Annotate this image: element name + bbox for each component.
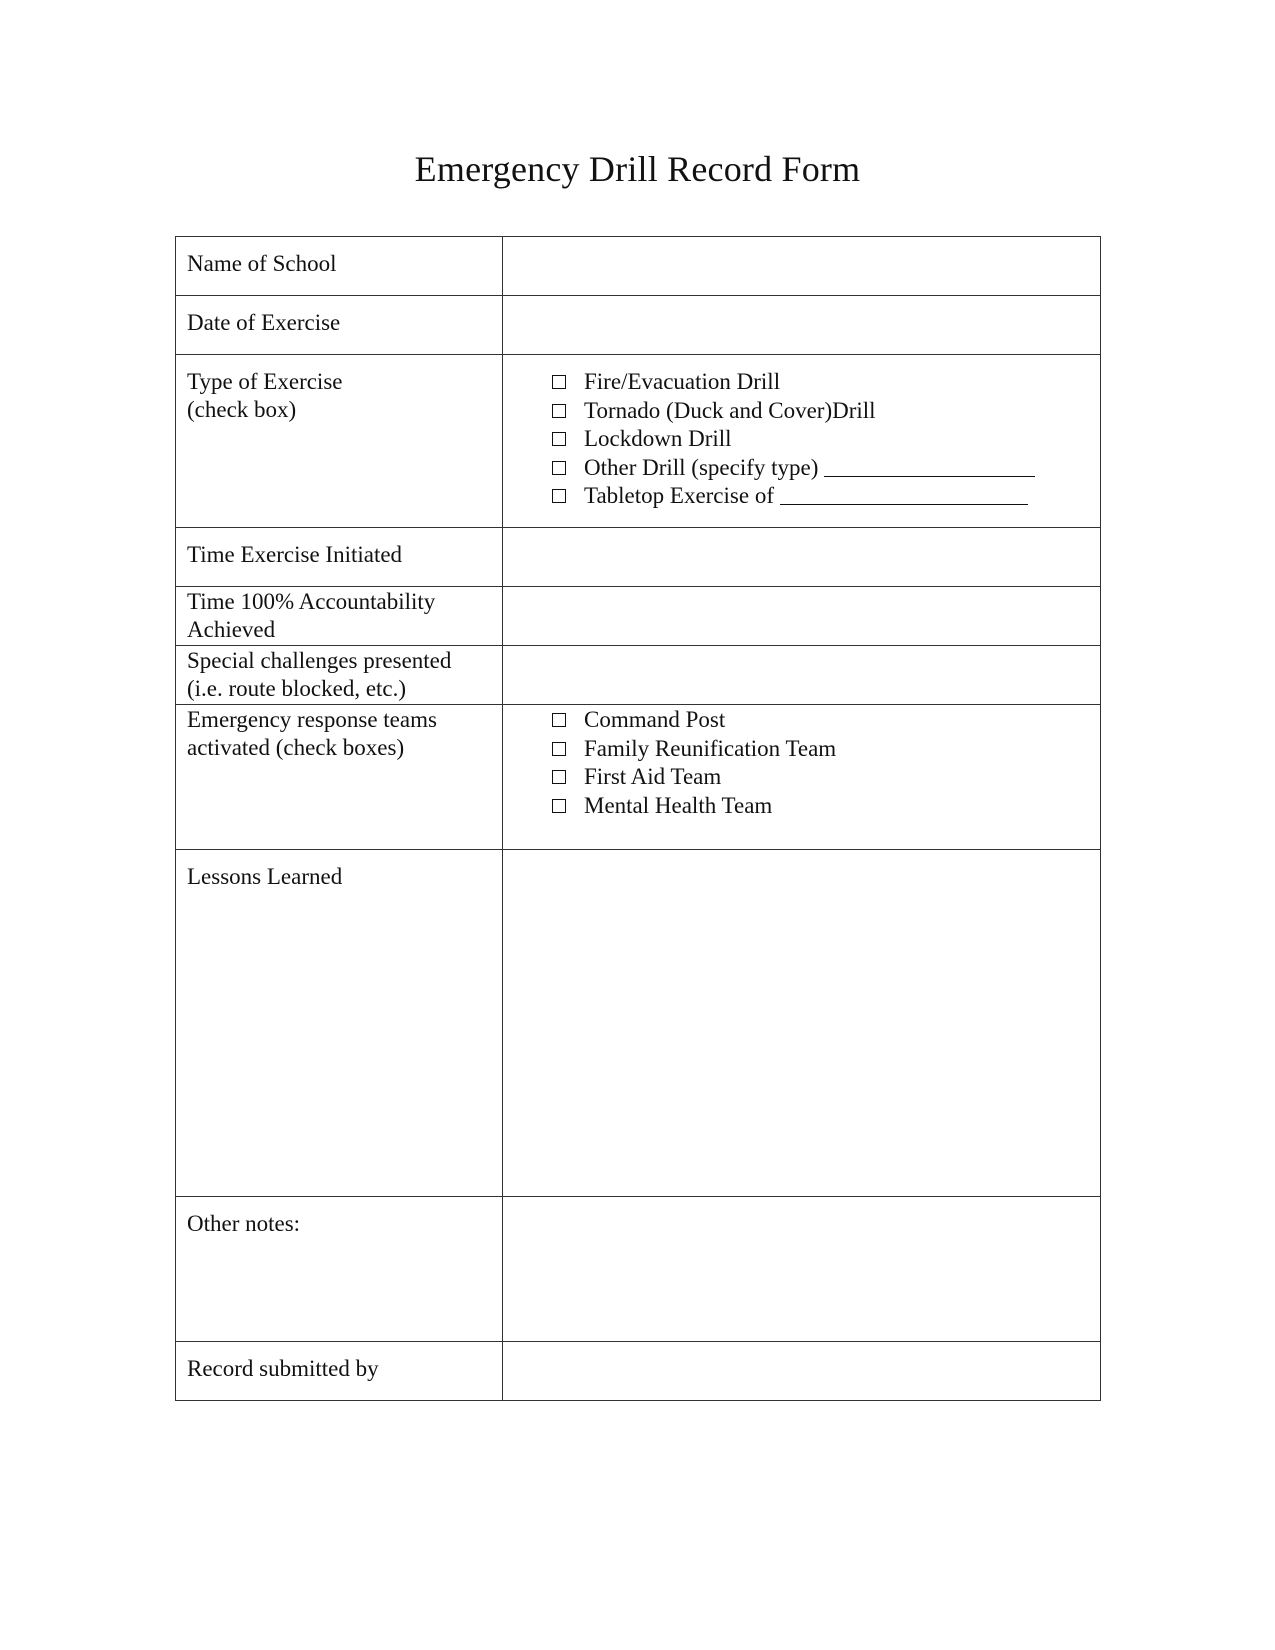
label-cell (176, 705, 503, 850)
row-other-notes (176, 1197, 1101, 1342)
checkbox-option-first-aid[interactable] (552, 763, 1100, 792)
label-cell (176, 850, 503, 1197)
checkbox-icon[interactable] (552, 742, 566, 756)
other-drill-fill-in-line[interactable] (824, 456, 1035, 477)
option-label: Lockdown Drill (584, 426, 732, 452)
type-of-exercise-label-line1: Type of Exercise (187, 369, 343, 394)
row-time-initiated (176, 528, 1101, 587)
label-cell (176, 1342, 503, 1401)
tabletop-fill-in-line[interactable] (780, 484, 1028, 505)
time-initiated-label: Time Exercise Initiated (187, 542, 403, 567)
row-type-of-exercise (176, 355, 1101, 528)
checkbox-icon[interactable] (552, 489, 566, 503)
time-accountability-label (187, 587, 498, 644)
other-notes-label: Other notes: (187, 1211, 301, 1236)
checkbox-option-mental-health[interactable] (552, 792, 1100, 821)
record-submitted-by-label: Record submitted by (187, 1356, 379, 1381)
page-title: Emergency Drill Record Form (414, 149, 861, 189)
checkbox-option-tornado[interactable] (552, 397, 1100, 426)
name-of-school-field[interactable] (503, 237, 1101, 296)
date-of-exercise-field[interactable] (503, 296, 1101, 355)
response-teams-options (503, 705, 1101, 850)
label-cell (176, 646, 503, 705)
other-notes-field[interactable] (503, 1197, 1101, 1342)
label-cell (176, 587, 503, 646)
type-of-exercise-options (503, 355, 1101, 528)
checkbox-option-lockdown[interactable] (552, 425, 1100, 454)
checkbox-option-tabletop[interactable] (552, 482, 1100, 511)
label-cell (176, 296, 503, 355)
row-time-accountability (176, 587, 1101, 646)
special-challenges-field[interactable] (503, 646, 1101, 705)
row-date-of-exercise (176, 296, 1101, 355)
option-label: Fire/Evacuation Drill (584, 369, 781, 395)
response-teams-label (187, 705, 498, 762)
checkbox-icon[interactable] (552, 375, 566, 389)
row-name-of-school (176, 237, 1101, 296)
option-label: Family Reunification Team (584, 735, 837, 761)
label-cell (176, 237, 503, 296)
checkbox-icon[interactable] (552, 461, 566, 475)
row-lessons-learned (176, 850, 1101, 1197)
name-of-school-label: Name of School (187, 251, 337, 276)
option-label: Mental Health Team (584, 792, 773, 818)
date-of-exercise-label: Date of Exercise (187, 310, 341, 335)
special-challenges-label-line2: (i.e. route blocked, etc.) (187, 676, 407, 701)
checkbox-icon[interactable] (552, 770, 566, 784)
type-of-exercise-label (187, 355, 498, 424)
time-accountability-field[interactable] (503, 587, 1101, 646)
checkbox-option-other-drill[interactable] (552, 454, 1100, 483)
lessons-learned-field[interactable] (503, 850, 1101, 1197)
lessons-learned-label: Lessons Learned (187, 864, 343, 889)
response-teams-checklist (503, 705, 1100, 820)
time-initiated-field[interactable] (503, 528, 1101, 587)
option-label: First Aid Team (584, 764, 722, 790)
drill-record-table (175, 236, 1101, 1401)
option-label: Tabletop Exercise of (584, 483, 774, 509)
label-cell (176, 1197, 503, 1342)
option-label: Command Post (584, 707, 726, 733)
option-label: Other Drill (specify type) (584, 454, 819, 480)
checkbox-icon[interactable] (552, 432, 566, 446)
row-record-submitted-by (176, 1342, 1101, 1401)
checkbox-option-command-post[interactable] (552, 706, 1100, 735)
row-special-challenges (176, 646, 1101, 705)
label-cell (176, 528, 503, 587)
response-teams-label-line1: Emergency response teams (187, 707, 437, 732)
type-of-exercise-label-line2: (check box) (187, 397, 297, 422)
exercise-type-checklist (503, 355, 1100, 511)
row-response-teams (176, 705, 1101, 850)
checkbox-icon[interactable] (552, 404, 566, 418)
special-challenges-label (187, 646, 498, 703)
checkbox-icon[interactable] (552, 799, 566, 813)
checkbox-icon[interactable] (552, 713, 566, 727)
time-accountability-label-line2: Achieved (187, 617, 276, 642)
special-challenges-label-line1: Special challenges presented (187, 648, 452, 673)
time-accountability-label-line1: Time 100% Accountability (187, 589, 436, 614)
record-submitted-by-field[interactable] (503, 1342, 1101, 1401)
option-label: Tornado (Duck and Cover)Drill (584, 397, 876, 423)
checkbox-option-fire-evacuation[interactable] (552, 368, 1100, 397)
label-cell (176, 355, 503, 528)
checkbox-option-family-reunification[interactable] (552, 735, 1100, 764)
response-teams-label-line2: activated (check boxes) (187, 735, 405, 760)
